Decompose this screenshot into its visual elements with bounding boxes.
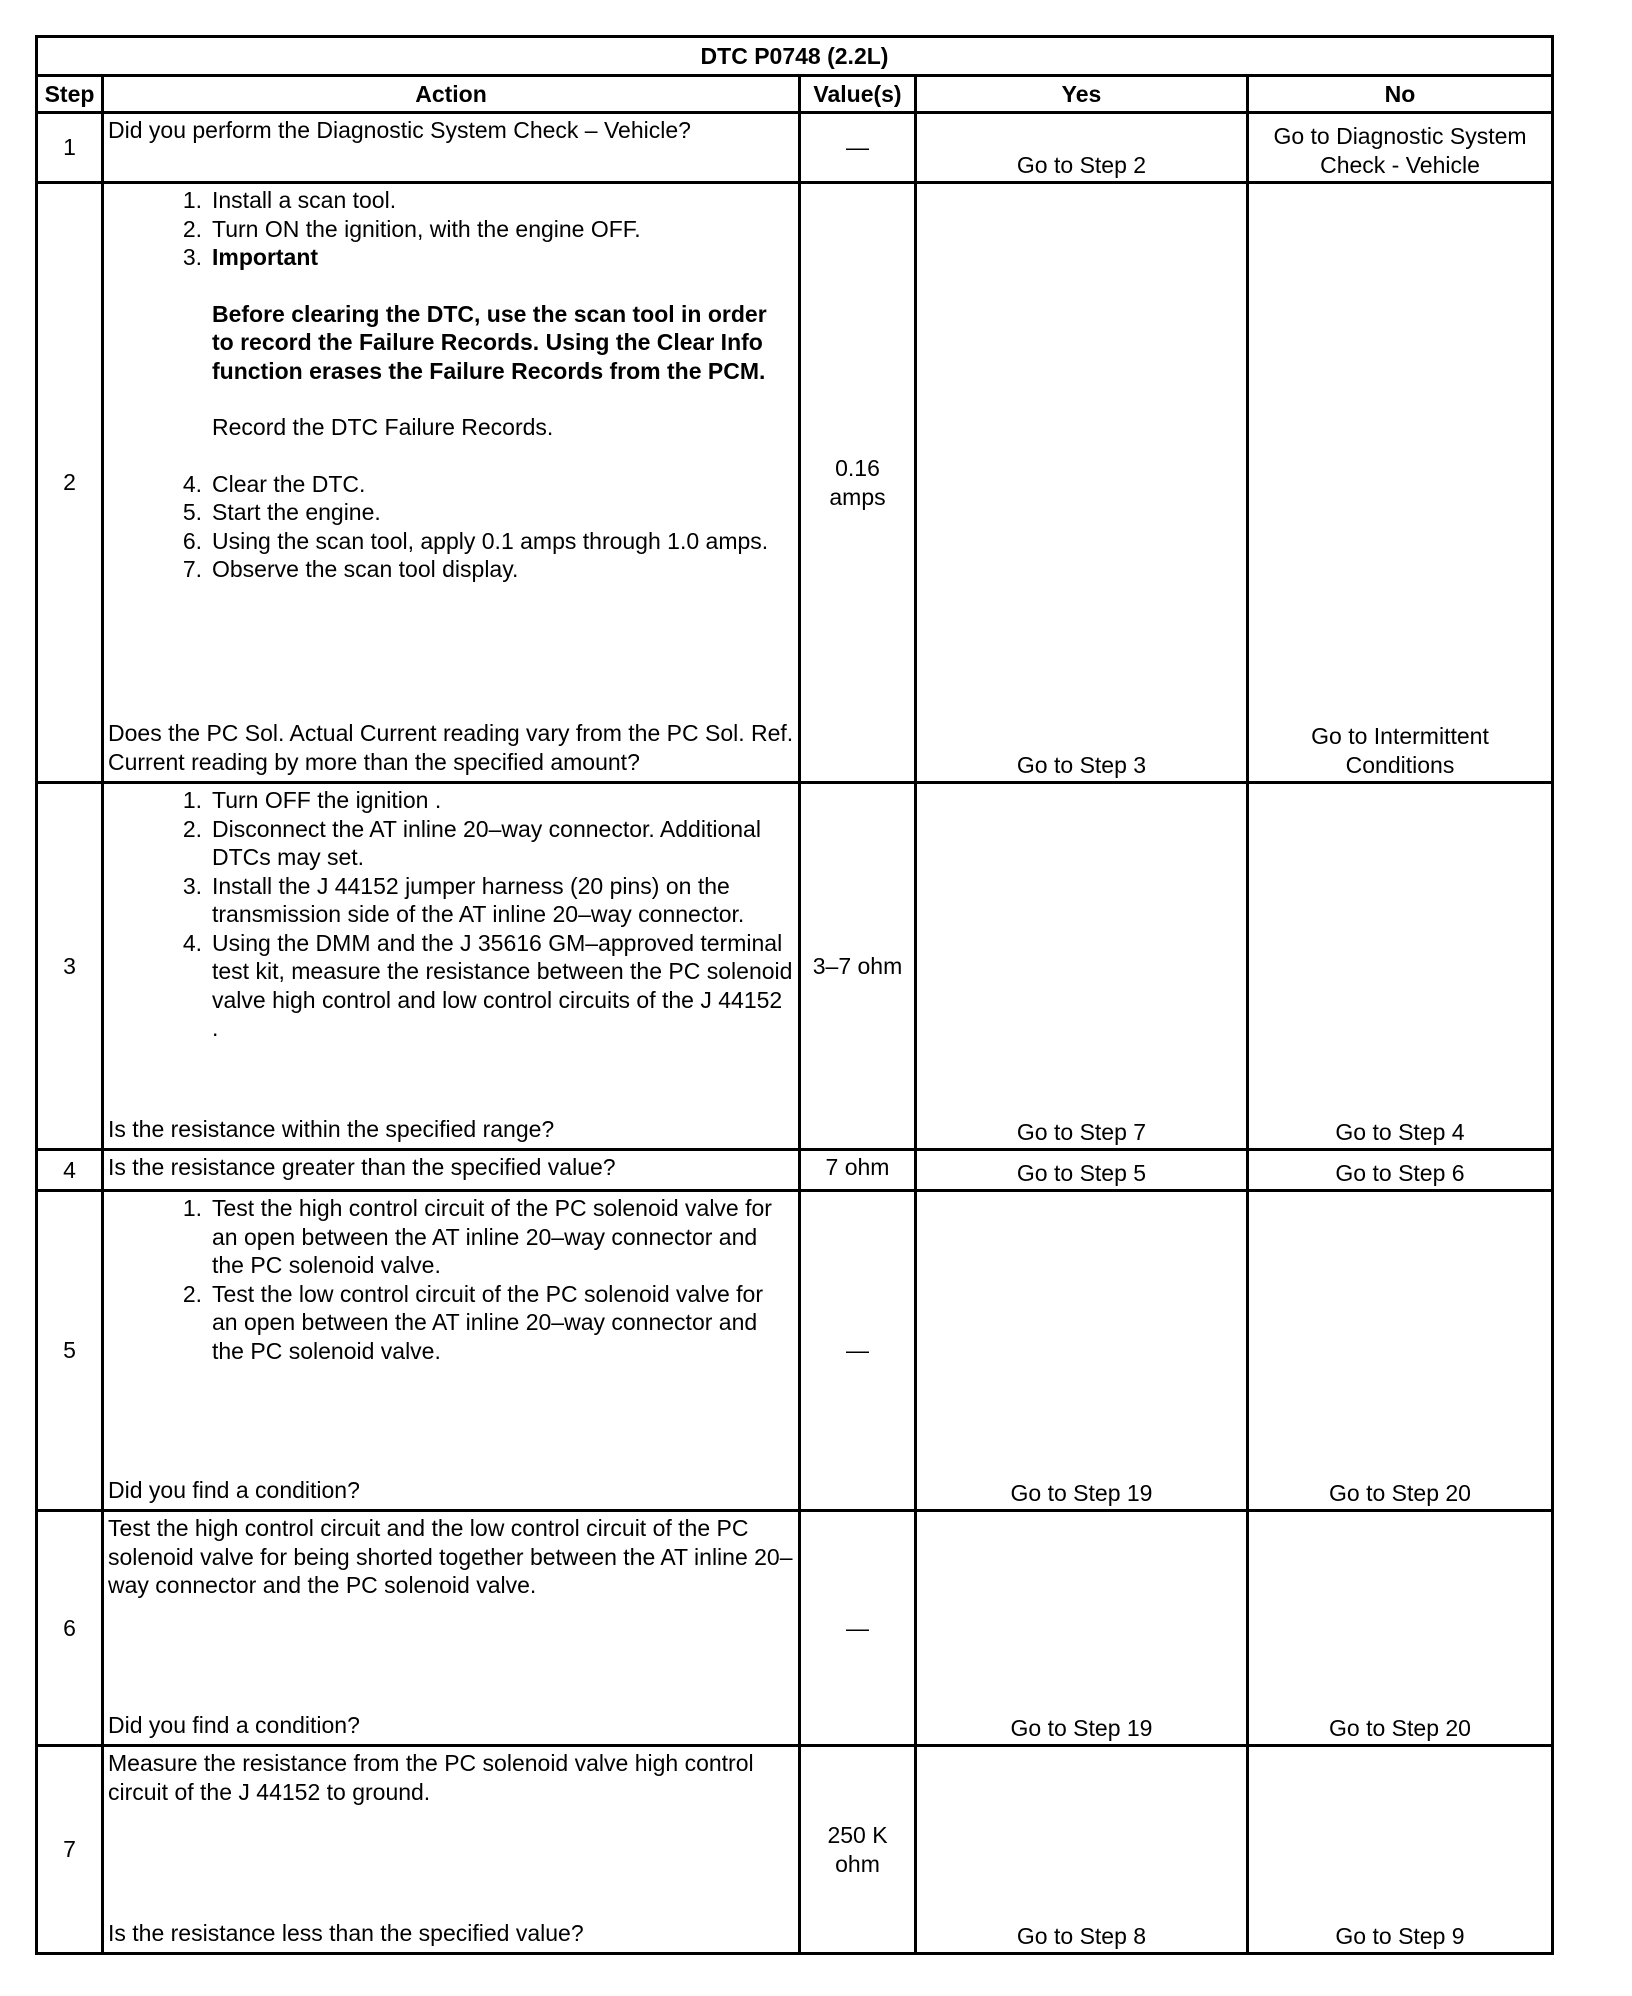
no-cell: Go to Diagnostic System Check - Vehicle (1248, 113, 1553, 183)
value-cell: — (800, 113, 916, 183)
list-text: Important (212, 244, 319, 270)
list-number: 6. (182, 527, 202, 554)
yes-cell: Go to Step 19 (916, 1191, 1248, 1511)
action-text: Test the high control circuit and the low control circuit of the PC solenoid valve for being shorted together between the AT inline 20–way connector and the PC solenoid valve. (108, 1515, 793, 1598)
action-text: Measure the resistance from the PC solenoid valve high control circuit of the J 44152 to ground. (108, 1750, 754, 1805)
table-row (37, 1150, 1553, 1191)
list-text: Using the DMM and the J 35616 GM–approved terminal test kit, measure the resistance between the PC solenoid valve high control and low control circuits of the J 44152 . (212, 929, 793, 1041)
spacer (108, 442, 794, 470)
list-number: 2. (182, 815, 202, 842)
action-text: Did you perform the Diagnostic System Check – Vehicle? (108, 117, 691, 143)
list-item (108, 215, 794, 244)
list-number: 1. (182, 187, 202, 213)
table-row (37, 783, 1553, 1150)
yes-cell: Go to Step 5 (916, 1150, 1248, 1191)
list-number: 5. (182, 499, 202, 525)
action-cell (103, 1511, 800, 1746)
action-cell (103, 183, 800, 783)
list-item (108, 186, 794, 215)
list-item (108, 872, 794, 929)
step-number: 6 (37, 1511, 103, 1746)
list-text: Turn ON the ignition, with the engine OFF. (212, 215, 641, 242)
list-number: 3. (182, 244, 202, 270)
list-text: Observe the scan tool display. (212, 556, 519, 582)
list-text: Install the J 44152 jumper harness (20 pins) on the transmission side of the AT inline 20–way connector. (212, 872, 745, 927)
value-cell: — (800, 1511, 916, 1746)
list-item (108, 1194, 794, 1280)
table-row (37, 113, 1553, 183)
yes-cell: Go to Step 2 (916, 113, 1248, 183)
no-cell: Go to Step 9 (1248, 1746, 1553, 1954)
step-number: 3 (37, 783, 103, 1150)
value-cell: 250 K ohm (800, 1746, 916, 1954)
list-number: 1. (182, 787, 202, 813)
value-cell: 7 ohm (800, 1150, 916, 1191)
table-row (37, 1191, 1553, 1511)
list-item (108, 527, 794, 556)
list-number: 2. (182, 1280, 202, 1307)
action-question: Does the PC Sol. Actual Current reading vary from the PC Sol. Ref. Current reading by more than the specified amount? (108, 720, 794, 775)
list-number: 3. (182, 872, 202, 899)
list-number: 7. (182, 556, 202, 582)
list-number: 4. (182, 470, 202, 497)
list-text: Install a scan tool. (212, 187, 397, 213)
diagnostic-table (35, 35, 1554, 1955)
action-cell (103, 1746, 800, 1954)
list-item (108, 1280, 794, 1366)
list-item (108, 815, 794, 872)
yes-cell: Go to Step 8 (916, 1746, 1248, 1954)
no-cell: Go to Step 4 (1248, 783, 1553, 1150)
action-question: Did you find a condition? (108, 1476, 360, 1503)
list-item (108, 470, 794, 499)
list-item (108, 555, 794, 584)
list-number: 4. (182, 929, 202, 956)
header-no: No (1248, 76, 1553, 113)
table-title: DTC P0748 (2.2L) (37, 37, 1553, 76)
action-cell (103, 783, 800, 1150)
action-text: Is the resistance greater than the specified value? (108, 1154, 616, 1180)
action-question: Did you find a condition? (108, 1711, 360, 1738)
no-cell: Go to Step 20 (1248, 1511, 1553, 1746)
list-text: Test the high control circuit of the PC solenoid valve for an open between the AT inline 20–way connector and the PC solenoid valve. (212, 1195, 772, 1278)
list-text: Test the low control circuit of the PC solenoid valve for an open between the AT inline 20–way connector and the PC solenoid valve. (212, 1280, 763, 1364)
spacer (108, 385, 794, 413)
no-cell: Go to Intermittent Conditions (1248, 183, 1553, 783)
list-text: Start the engine. (212, 499, 381, 525)
yes-cell: Go to Step 3 (916, 183, 1248, 783)
step-number: 5 (37, 1191, 103, 1511)
table-row (37, 183, 1553, 783)
list-text: Clear the DTC. (212, 470, 366, 497)
header-action: Action (103, 76, 800, 113)
table-row (37, 1746, 1553, 1954)
list-number: 2. (182, 215, 202, 242)
action-text: Record the DTC Failure Records. (212, 414, 554, 440)
value-cell: 3–7 ohm (800, 783, 916, 1150)
table-body (37, 113, 1553, 1954)
list-item (108, 929, 794, 1043)
list-item (108, 498, 794, 527)
value-cell: — (800, 1191, 916, 1511)
header-yes: Yes (916, 76, 1248, 113)
step-number: 1 (37, 113, 103, 183)
value-cell: 0.16 amps (800, 183, 916, 783)
header-values: Value(s) (800, 76, 916, 113)
action-question: Is the resistance less than the specified value? (108, 1919, 584, 1946)
list-text: Turn OFF the ignition . (212, 787, 442, 813)
list-text: Disconnect the AT inline 20–way connector. Additional DTCs may set. (212, 815, 761, 870)
step-number: 7 (37, 1746, 103, 1954)
no-cell: Go to Step 20 (1248, 1191, 1553, 1511)
action-text: Before clearing the DTC, use the scan tool in order to record the Failure Records. Using the Clear Info function erases the Failure Records from the PCM. (212, 300, 767, 384)
list-number: 1. (182, 1195, 202, 1221)
action-cell (103, 1191, 800, 1511)
table-row (37, 1511, 1553, 1746)
action-cell (103, 113, 800, 183)
yes-cell: Go to Step 19 (916, 1511, 1248, 1746)
action-cell (103, 1150, 800, 1191)
action-question: Is the resistance within the specified range? (108, 1115, 555, 1142)
list-text: Using the scan tool, apply 0.1 amps through 1.0 amps. (212, 527, 769, 554)
header-step: Step (37, 76, 103, 113)
yes-cell: Go to Step 7 (916, 783, 1248, 1150)
step-number: 2 (37, 183, 103, 783)
list-item (108, 786, 794, 815)
no-cell: Go to Step 6 (1248, 1150, 1553, 1191)
step-number: 4 (37, 1150, 103, 1191)
spacer (108, 272, 794, 300)
list-item (108, 243, 794, 272)
